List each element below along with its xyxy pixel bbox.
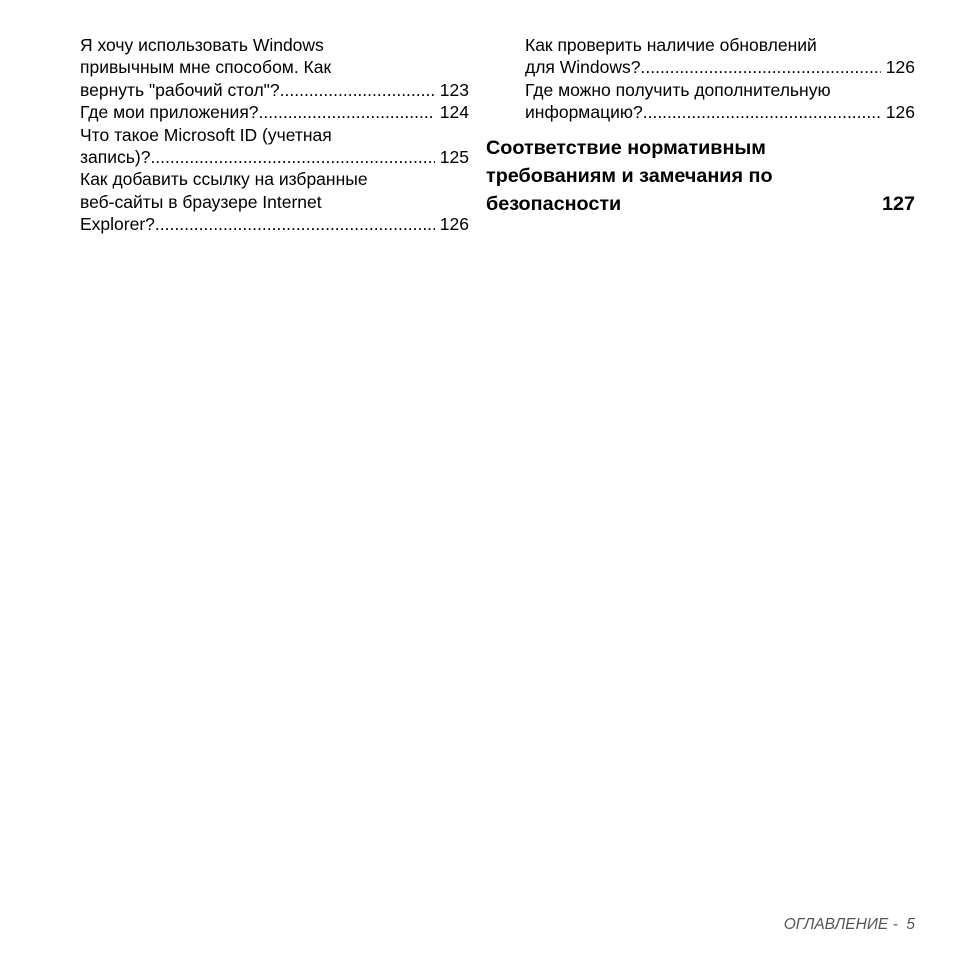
toc-section-text: Соответствие нормативным [486,136,766,159]
toc-page-number: 126 [439,214,469,235]
toc-entry-text: Что такое Microsoft ID (учетная [80,124,332,145]
footer-page-number: 5 [906,916,915,933]
toc-section-page-number: 127 [881,192,915,215]
toc-page-number: 126 [885,57,915,78]
toc-page-number: 124 [439,102,469,123]
toc-entry-restore-desktop[interactable] [80,34,469,101]
toc-entry-text: Где мои приложения? [80,102,259,123]
toc-left-column [80,34,469,236]
toc-entry-text: Как проверить наличие обновлений [525,35,817,55]
footer-label: ОГЛАВЛЕНИЕ - [783,916,898,933]
toc-entry-text: вернуть "рабочий стол"? [80,79,280,100]
toc-entry-microsoft-id[interactable] [80,124,469,169]
toc-entry-text: веб-сайты в браузере Internet [80,191,322,212]
dot-leader [280,79,435,101]
toc-page-number: 126 [885,102,915,123]
toc-entry-more-info[interactable] [486,79,915,124]
toc-entry-text: запись)? [80,147,151,168]
dot-leader [259,101,435,123]
toc-entry-windows-updates[interactable] [486,34,915,79]
dot-leader [641,56,881,78]
toc-right-column [486,34,915,218]
toc-entry-text: Где можно получить дополнительную [525,79,831,100]
toc-entry-ie-favorites[interactable] [80,168,469,235]
toc-section-regulatory-safety[interactable] [486,134,915,218]
toc-section-text: безопасности [486,192,622,215]
toc-entry-text: Как добавить ссылку на избранные [80,169,368,190]
toc-entry-text: Я хочу использовать Windows [80,35,324,55]
toc-page-number: 123 [439,79,469,100]
toc-entry-text: привычным мне способом. Как [80,57,332,78]
toc-entry-text: для Windows? [525,57,641,78]
dot-leader [150,146,434,168]
toc-entry-text: информацию? [525,102,643,123]
toc-page-number: 125 [439,147,469,168]
page-footer [784,916,915,934]
toc-section-text: требованиям и замечания по [486,164,773,187]
toc-entry-text: Explorer? [80,214,155,235]
toc-entry-my-apps[interactable] [80,101,469,123]
dot-leader [643,101,881,123]
dot-leader [155,213,435,235]
